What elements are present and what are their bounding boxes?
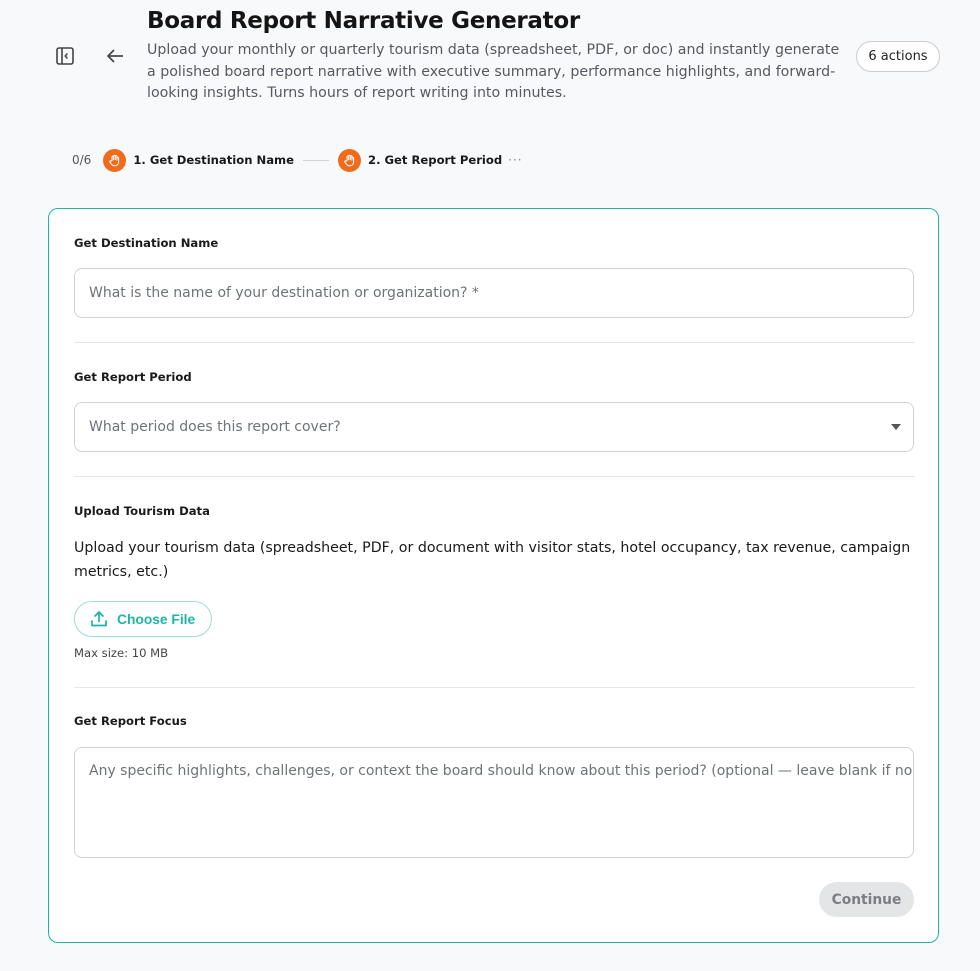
focus-label: Get Report Focus (74, 714, 187, 728)
step-label: 1. Get Destination Name (133, 153, 295, 167)
page-description: Upload your monthly or quarterly tourism data (spreadsheet, PDF, or doc) and instantly generate a polished board report narrative with executive summary, performance highlights, and forward-looking insights. Turns hours of report writing into minutes. (147, 42, 840, 101)
step-label: 2. Get Report Period (368, 153, 503, 167)
period-label: Get Report Period (74, 370, 192, 384)
max-size-note: Max size: 10 MB (74, 646, 169, 660)
choose-file-button[interactable] (74, 601, 212, 637)
step-destination-name[interactable] (103, 149, 294, 172)
destination-input[interactable] (74, 268, 914, 318)
header (0, 0, 980, 120)
upload-icon (89, 609, 109, 629)
form-card (48, 208, 939, 943)
step-progress: 0/6 (72, 153, 92, 167)
divider (74, 342, 915, 343)
hand-icon (343, 154, 356, 167)
continue-button[interactable]: Continue (819, 882, 914, 917)
hand-icon (108, 154, 121, 167)
step-dot (103, 149, 126, 172)
actions-button[interactable]: 6 actions (856, 41, 940, 72)
focus-textarea[interactable] (74, 747, 914, 858)
more-steps-indicator[interactable]: ··· (508, 153, 523, 167)
back-button[interactable] (99, 40, 131, 72)
step-connector (303, 160, 329, 161)
divider (74, 476, 915, 477)
arrow-left-icon (105, 46, 125, 66)
step-report-period[interactable] (338, 149, 502, 172)
destination-label: Get Destination Name (74, 236, 219, 250)
page-title: Board Report Narrative Generator (147, 8, 580, 34)
period-select-value: What period does this report cover? (89, 419, 341, 435)
stepper (72, 148, 523, 172)
divider (74, 687, 915, 688)
upload-label: Upload Tourism Data (74, 504, 210, 518)
choose-file-label: Choose File (117, 611, 196, 627)
sidebar-toggle-button[interactable] (49, 40, 81, 72)
period-select[interactable] (74, 402, 914, 452)
upload-description: Upload your tourism data (spreadsheet, PDF, or document with visitor stats, hotel occupancy, tax revenue, campaign metrics, etc.) (74, 540, 911, 580)
step-dot (338, 149, 361, 172)
sidebar-toggle-icon (55, 46, 75, 66)
chevron-down-icon (891, 424, 901, 430)
